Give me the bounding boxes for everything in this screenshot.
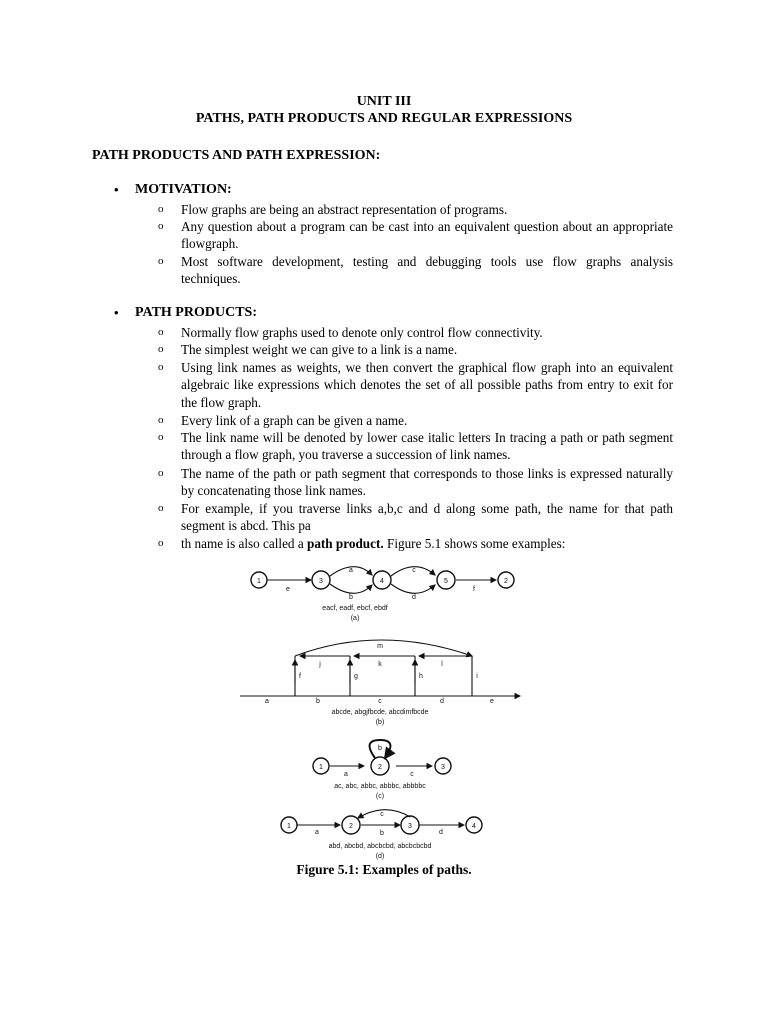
item-text: The simplest weight we can give to a link is a name. xyxy=(181,342,458,357)
diagram-tag: (b) xyxy=(375,719,385,726)
node-label: 4 xyxy=(472,823,476,830)
motivation-label: MOTIVATION: xyxy=(135,182,232,197)
path-item-6 xyxy=(158,465,673,500)
path-item-4 xyxy=(158,412,673,429)
item-text: The name of the path or path segment that corresponds to those links is expressed naturally by concatenating those link names. xyxy=(181,466,673,499)
link-label: i xyxy=(476,673,478,680)
link-label: c xyxy=(378,698,382,705)
link-label: k xyxy=(378,661,382,668)
node-label: 1 xyxy=(257,578,261,585)
unit-title: UNIT III xyxy=(356,94,412,109)
path-item-3 xyxy=(158,359,673,411)
diagram-tag: (c) xyxy=(375,793,385,800)
circle-bullet-icon: o xyxy=(158,467,164,479)
link-label: b xyxy=(316,698,320,705)
circle-bullet-icon: o xyxy=(158,537,164,549)
item-text: Every link of a graph can be given a name. xyxy=(181,413,408,428)
motivation-heading xyxy=(114,182,232,198)
item-text: Any question about a program can be cast into an equivalent question about an appropriate flowgraph. xyxy=(181,219,673,252)
link-label: h xyxy=(419,673,423,680)
diagram-tag: (a) xyxy=(350,615,360,622)
circle-bullet-icon: o xyxy=(158,220,164,232)
node-label: 5 xyxy=(444,578,448,585)
circle-bullet-icon: o xyxy=(158,343,164,355)
path-list: abd, abcbd, abcbcbd, abcbcbcbd xyxy=(328,843,432,850)
path-list: ac, abc, abbc, abbbc, abbbbc xyxy=(334,783,426,790)
item-text: Flow graphs are being an abstract representation of programs. xyxy=(181,202,508,217)
item-text: Most software development, testing and debugging tools use flow graphs analysis techniques. xyxy=(181,254,673,287)
link-label: c xyxy=(410,771,414,778)
item-text: Using link names as weights, we then convert the graphical flow graph into an equivalent algebraic like expressions which denotes the set of all possible paths from entry to exit for the flow graph. xyxy=(181,360,673,410)
link-label: a xyxy=(344,771,348,778)
link-label: b xyxy=(349,594,353,601)
link-label: l xyxy=(441,661,443,668)
node-label: 4 xyxy=(380,578,384,585)
link-label: b xyxy=(378,745,382,752)
circle-bullet-icon: o xyxy=(158,361,164,373)
link-label: d xyxy=(439,829,443,836)
item-text: th name is also called a xyxy=(181,536,307,551)
item-text: Figure 5.1 shows some examples: xyxy=(383,536,566,551)
figure-caption: Figure 5.1: Examples of paths. xyxy=(296,862,472,877)
link-label: d xyxy=(412,594,416,601)
link-label: b xyxy=(380,830,384,837)
path-product-term: path product. xyxy=(306,536,384,551)
link-label: j xyxy=(319,661,321,668)
link-label: a xyxy=(349,567,353,574)
section-heading: PATH PRODUCTS AND PATH EXPRESSION: xyxy=(92,148,381,163)
link-label: d xyxy=(440,698,444,705)
link-label: g xyxy=(354,673,358,680)
chapter-title: PATHS, PATH PRODUCTS AND REGULAR EXPRESSIONS xyxy=(195,111,573,126)
link-label: m xyxy=(377,643,383,650)
bullet-icon: • xyxy=(114,182,119,197)
path-item-2 xyxy=(158,341,673,358)
circle-bullet-icon: o xyxy=(158,203,164,215)
node-label: 1 xyxy=(287,823,291,830)
circle-bullet-icon: o xyxy=(158,326,164,338)
link-label: a xyxy=(315,829,319,836)
circle-bullet-icon: o xyxy=(158,255,164,267)
path-item-7 xyxy=(158,500,673,535)
node-label: 2 xyxy=(504,578,508,585)
diagram-c xyxy=(330,740,432,766)
motivation-item-2 xyxy=(158,218,673,253)
circle-bullet-icon: o xyxy=(158,502,164,514)
node-label: 3 xyxy=(319,578,323,585)
link-label: f xyxy=(473,586,475,593)
bullet-icon: • xyxy=(114,305,119,320)
motivation-item-3 xyxy=(158,253,673,288)
link-label: e xyxy=(286,586,290,593)
node-label: 2 xyxy=(378,764,382,771)
path-list: eacf, eadf, ebcf, ebdf xyxy=(322,605,388,612)
diagram-tag: (d) xyxy=(375,853,385,860)
circle-bullet-icon: o xyxy=(158,414,164,426)
item-text: For example, if you traverse links a,b,c and d along some path, the name for that path segment is abcd. This pa xyxy=(181,501,673,534)
figure-5-1 xyxy=(230,560,530,865)
link-label: f xyxy=(299,673,301,680)
item-text: Normally flow graphs used to denote only control flow connectivity. xyxy=(181,325,543,340)
path-item-8 xyxy=(158,535,673,552)
node-label: 3 xyxy=(408,823,412,830)
link-label: a xyxy=(265,698,269,705)
path-item-1 xyxy=(158,324,673,341)
link-label: c xyxy=(380,811,384,818)
node-label: 1 xyxy=(319,764,323,771)
node-label: 3 xyxy=(441,764,445,771)
link-label: e xyxy=(490,698,494,705)
motivation-item-1 xyxy=(158,201,673,218)
path-products-label: PATH PRODUCTS: xyxy=(135,305,257,320)
path-item-5 xyxy=(158,429,673,464)
node-label: 2 xyxy=(349,823,353,830)
item-text: The link name will be denoted by lower case italic letters In tracing a path or path segment through a flow graph, you traverse a succession of link names. xyxy=(181,430,673,463)
path-list: abcde, abgjfbcde, abcdimfbcde xyxy=(331,709,429,716)
circle-bullet-icon: o xyxy=(158,431,164,443)
path-products-heading xyxy=(114,305,257,321)
link-label: c xyxy=(412,567,416,574)
